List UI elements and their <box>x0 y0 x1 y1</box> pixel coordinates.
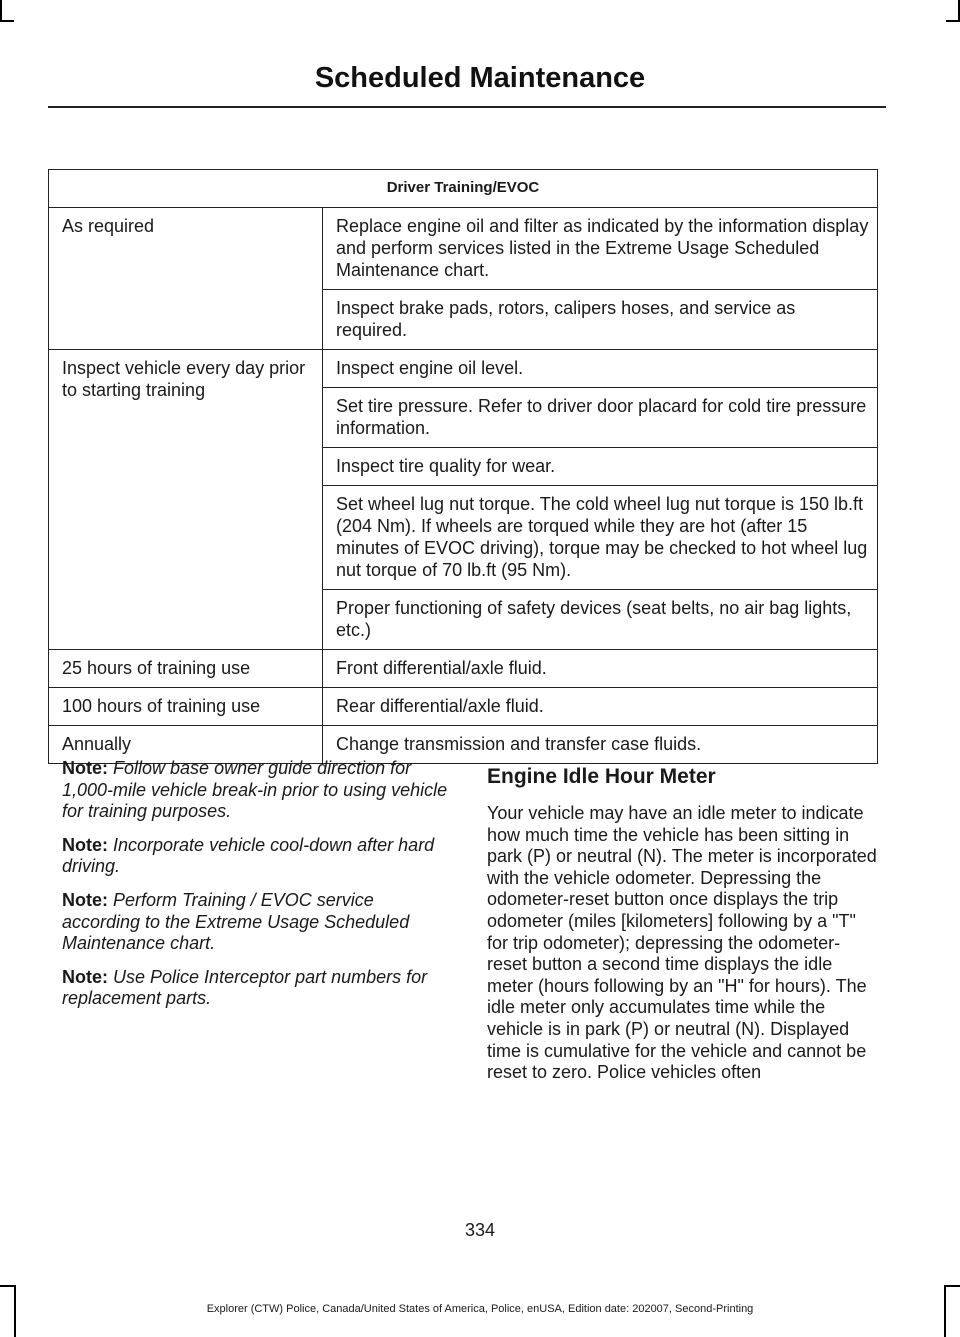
interval-cell: 100 hours of training use <box>49 688 323 726</box>
task-cell: Rear differential/axle fluid. <box>323 688 878 726</box>
task-cell: Inspect tire quality for wear. <box>323 448 878 486</box>
header-divider <box>48 106 886 108</box>
interval-cell: 25 hours of training use <box>49 650 323 688</box>
crop-mark <box>0 1285 16 1287</box>
note <box>62 967 448 1010</box>
task-cell: Set wheel lug nut torque. The cold wheel lug nut torque is 150 lb.ft (204 Nm). If wheels are torqued while they are hot (after 15 minutes of EVOC driving), torque may be checked to hot wheel lug nut torque of 70 lb.ft (95 Nm). <box>323 486 878 590</box>
task-cell: Replace engine oil and filter as indicated by the information display and perform services listed in the Extreme Usage Scheduled Maintenance chart. <box>323 208 878 290</box>
note-text: Incorporate vehicle cool-down after hard driving. <box>62 834 435 877</box>
table-row <box>49 350 878 388</box>
section-heading: Engine Idle Hour Meter <box>487 765 716 788</box>
table-title: Driver Training/EVOC <box>49 170 878 208</box>
task-cell: Inspect brake pads, rotors, calipers hoses, and service as required. <box>323 290 878 350</box>
interval-cell: Annually <box>49 726 323 764</box>
table-row <box>49 208 878 290</box>
task-cell: Inspect engine oil level. <box>323 350 878 388</box>
table-row <box>49 688 878 726</box>
note-label: Note: <box>62 966 108 987</box>
page-footer: Explorer (CTW) Police, Canada/United States of America, Police, enUSA, Edition date: 202007, Second-Printing <box>206 1303 754 1315</box>
section-body: Your vehicle may have an idle meter to indicate how much time the vehicle has been sitting in park (P) or neutral (N). The meter is incorporated with the vehicle odometer. Depressing the odometer-reset button once displays the trip odometer (miles [kilometers] following by a "T" for trip odometer); depressing the odometer-reset button a second time displays the idle meter (hours following by an "H" for hours). The idle meter only accumulates time while the vehicle is in park (P) or neutral (N). Displayed time is cumulative for the vehicle and cannot be reset to zero. Police vehicles often <box>487 803 877 1083</box>
note <box>62 890 448 955</box>
maintenance-table <box>48 169 878 764</box>
note-label: Note: <box>62 889 108 910</box>
crop-mark <box>0 0 2 22</box>
note-text: Use Police Interceptor part numbers for replacement parts. <box>62 966 428 1009</box>
crop-mark <box>0 20 14 22</box>
idle-meter-section <box>487 758 879 1084</box>
task-cell: Change transmission and transfer case fluids. <box>323 726 878 764</box>
task-cell: Set tire pressure. Refer to driver door placard for cold tire pressure information. <box>323 388 878 448</box>
note <box>62 835 448 878</box>
page-title: Scheduled Maintenance <box>314 62 646 94</box>
table-row <box>49 650 878 688</box>
page-number: 334 <box>464 1220 496 1240</box>
crop-mark <box>944 1285 960 1287</box>
interval-cell: As required <box>49 208 323 350</box>
note-text: Perform Training / EVOC service according to the Extreme Usage Scheduled Maintenance chart. <box>62 889 410 954</box>
note-label: Note: <box>62 758 108 778</box>
interval-cell: Inspect vehicle every day prior to starting training <box>49 350 323 650</box>
task-cell: Front differential/axle fluid. <box>323 650 878 688</box>
note-label: Note: <box>62 834 108 855</box>
task-cell: Proper functioning of safety devices (seat belts, no air bag lights, etc.) <box>323 590 878 650</box>
notes-column <box>62 758 448 1022</box>
note-text: Follow base owner guide direction for 1,000-mile vehicle break-in prior to using vehicle for training purposes. <box>62 758 448 822</box>
note <box>62 758 448 823</box>
crop-mark <box>946 20 960 22</box>
